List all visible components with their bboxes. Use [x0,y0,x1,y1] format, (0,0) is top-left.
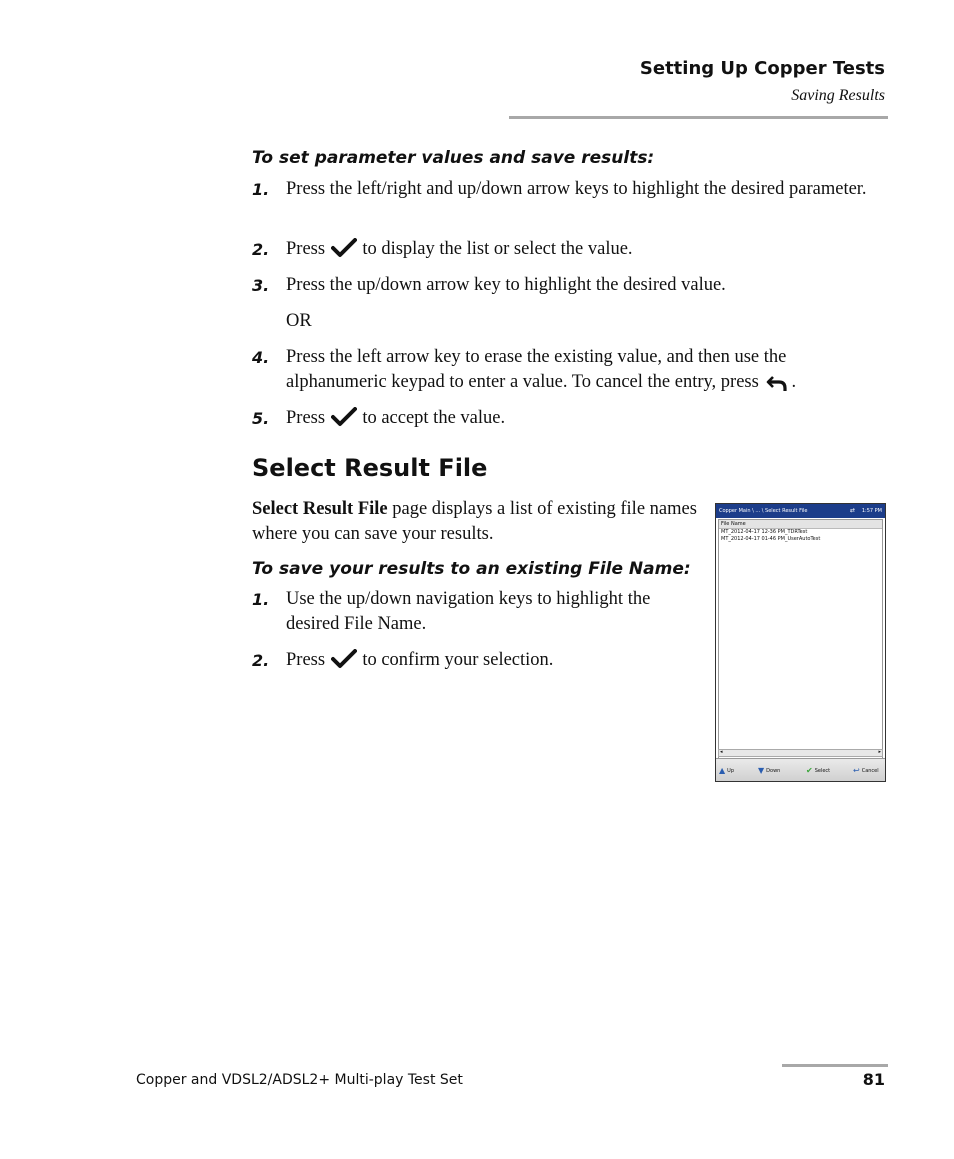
page-number: 81 [862,1070,885,1089]
step-text [286,237,876,262]
or-separator: OR [286,311,312,331]
checkmark-icon [331,649,357,669]
checkmark-icon [331,407,357,427]
device-screenshot [715,503,886,782]
scroll-right-icon[interactable]: ▸ [878,750,881,755]
step-number: 3. [252,276,270,295]
file-list-item[interactable]: MT_2012-04-17 12-36 PM_TDRTest [721,529,808,535]
scroll-left-icon[interactable]: ◂ [720,750,723,755]
section-subtitle: Saving Results [791,87,885,104]
step-number: 2. [252,240,270,259]
step-number: 4. [252,348,270,367]
step-number: 1. [252,180,270,199]
down-softkey[interactable] [758,766,780,775]
intro-rest: page displays a list of existing file names where you can save your results. [252,499,697,544]
checkmark-icon [331,238,357,258]
step-text-post: to accept the value. [362,408,506,428]
footer-product-name: Copper and VDSL2/ADSL2+ Multi-play Test Set [136,1072,463,1088]
cancel-softkey-label: Cancel [861,768,879,774]
up-softkey-label: Up [727,768,734,774]
step-number: 2. [252,651,270,670]
procedure-heading-set-parameters: To set parameter values and save results: [252,148,655,168]
step-text-post: to display the list or select the value. [362,239,633,259]
section-title: Select Result File [252,454,488,482]
down-arrow-icon: ▼ [758,766,765,775]
step-text-post: . [791,371,797,392]
select-softkey[interactable] [806,766,830,775]
column-header-file-name[interactable]: File Name [719,520,882,529]
step-text-main: Press the left arrow key to erase the existing value, and then use the alphanumeric keypad to enter a value. To cancel the entry, press [286,347,787,392]
step-number: 5. [252,409,270,428]
chapter-title: Setting Up Copper Tests [639,58,885,79]
up-softkey[interactable] [719,766,734,775]
back-arrow-icon [765,373,789,393]
file-list-item[interactable]: MT_2012-04-17 01-46 PM_UserAutoTest [721,536,821,542]
step-text [286,406,876,431]
horizontal-scrollbar[interactable] [718,749,883,757]
step-text-pre: Press [286,239,326,259]
down-softkey-label: Down [766,768,781,774]
step-number: 1. [252,590,270,609]
step-text-pre: Press [286,408,326,428]
step-text [286,345,876,394]
cancel-softkey[interactable] [853,766,879,775]
device-title-bar [716,504,885,518]
up-arrow-icon: ▲ [719,766,726,775]
procedure-heading-save-existing: To save your results to an existing File Name: [252,559,691,579]
step-text [286,648,706,673]
intro-bold: Select Result File [252,499,388,519]
step-text: Press the up/down arrow key to highlight the desired value. [286,275,726,295]
softkey-bar [716,758,885,782]
back-arrow-icon: ↩ [853,766,860,775]
step-text-post: to confirm your selection. [362,650,554,670]
select-softkey-label: Select [814,768,831,774]
file-list [718,519,883,759]
device-clock: 1:57 PM [861,508,882,514]
section-intro [252,497,702,546]
checkmark-icon: ✔ [806,766,813,775]
device-breadcrumb: Copper Main \ ... \ Select Result File [719,508,808,514]
header-rule [509,116,888,119]
step-text: Press the left/right and up/down arrow keys to highlight the desired parameter. [286,179,867,199]
footer-rule [782,1064,888,1067]
connection-icon: ⇄ [849,507,855,514]
step-text: Use the up/down navigation keys to highlight the desired File Name. [286,589,651,634]
step-text-pre: Press [286,650,326,670]
